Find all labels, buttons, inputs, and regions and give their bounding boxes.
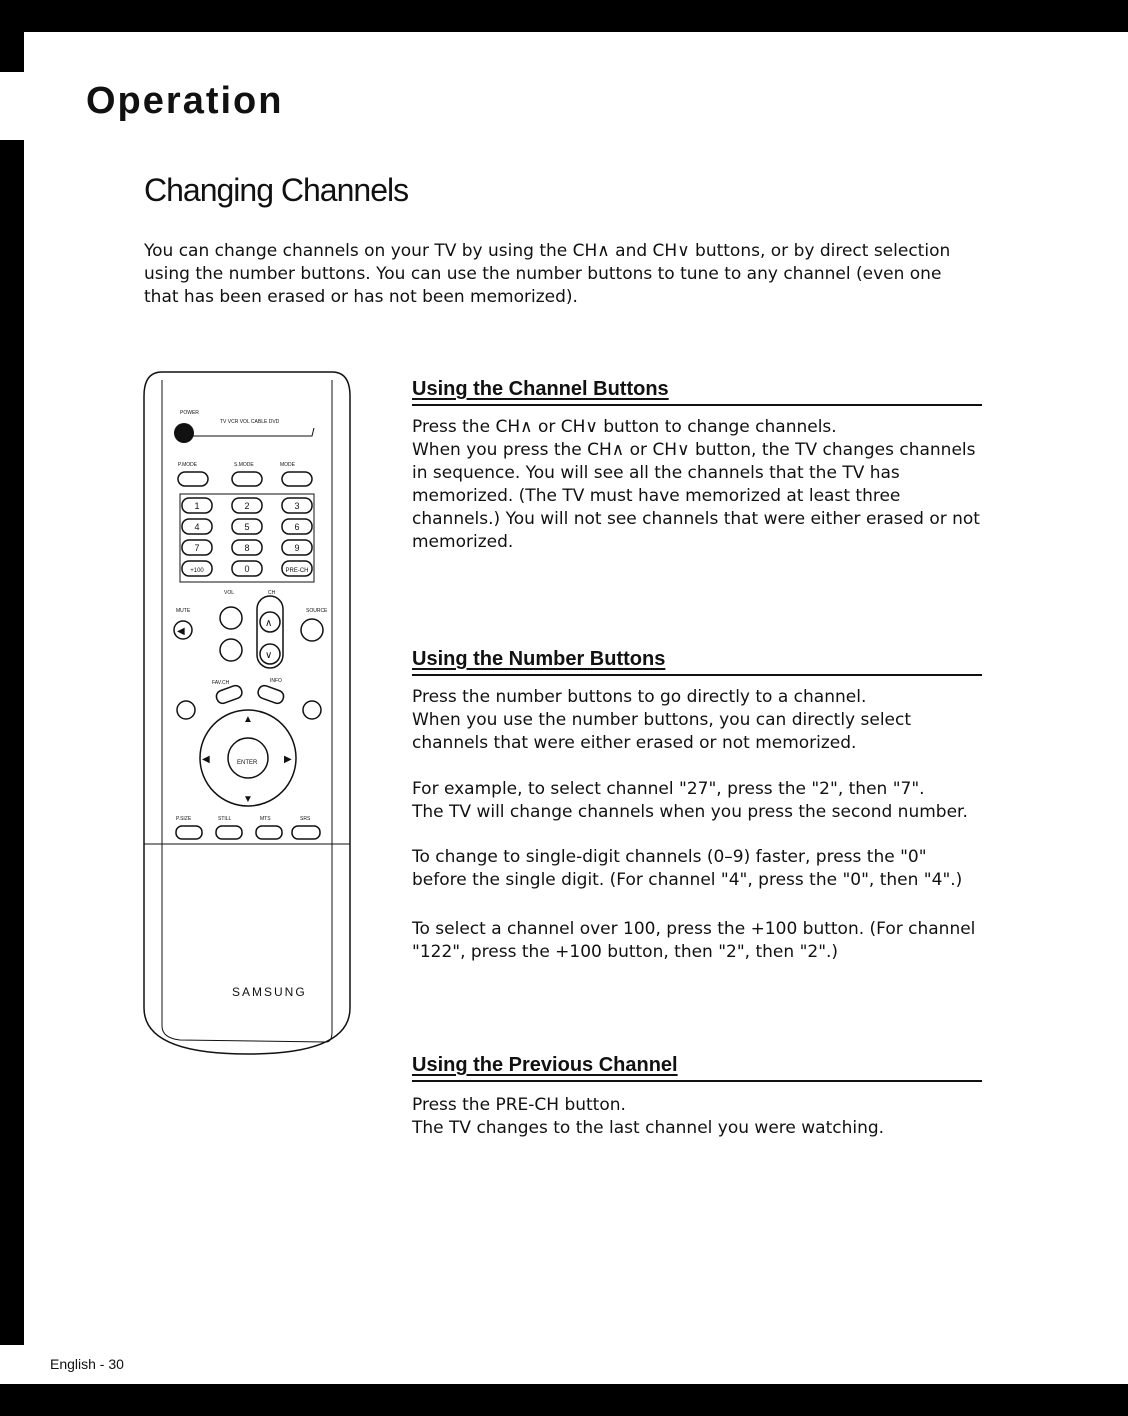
vol-up-button (220, 607, 242, 629)
ch-label: CH (268, 590, 276, 596)
key-11-label: 0 (244, 564, 250, 574)
still-label: STILL (218, 816, 232, 822)
ch-down-glyph: ∨ (265, 650, 273, 661)
key-12-label: PRE-CH (285, 568, 309, 574)
page-title: Changing Channels (144, 172, 409, 208)
favch-button (215, 684, 244, 705)
key-4-label: 4 (194, 522, 200, 532)
psize-label: P.SIZE (176, 816, 192, 822)
smode-button (232, 472, 262, 486)
left-black-bar (0, 140, 24, 1345)
nav-right-arrow: ▶ (284, 754, 292, 765)
source-label: SOURCE (306, 608, 328, 614)
remote-body-outline (144, 372, 350, 1054)
number-keypad (182, 498, 312, 576)
mts-label: MTS (260, 816, 271, 822)
top-black-bar (0, 0, 1128, 32)
number-buttons-paragraph-3: To change to single-digit channels (0–9) faster, press the "0" before the single digit. (For channel "4", press the "0", then "4".) (412, 847, 963, 890)
key-2-label: 2 (244, 501, 250, 511)
remote-brand: SAMSUNG (232, 985, 307, 999)
favch-label: FAV.CH (212, 680, 230, 686)
key-1-label: 1 (194, 501, 200, 511)
enter-button (228, 738, 268, 778)
psize-button (176, 826, 202, 839)
smode-label: S.MODE (234, 462, 254, 468)
key-7-label: 7 (194, 543, 200, 553)
ch-up-glyph: ∧ (265, 618, 273, 629)
mts-button (256, 826, 282, 839)
key-5-label: 5 (244, 522, 250, 532)
source-button (301, 619, 323, 641)
number-buttons-paragraph-4: To select a channel over 100, press the +100 button. (For channel "122", press the +100 button, then "2", then "2".) (412, 919, 976, 962)
pmode-label: P.MODE (178, 462, 198, 468)
nav-up-arrow: ▲ (243, 714, 253, 725)
previous-channel-paragraph: Press the PRE-CH button. The TV changes to the last channel you were watching. (412, 1095, 885, 1138)
power-label: POWER (180, 410, 199, 416)
vol-down-button (220, 639, 242, 661)
mode-button (282, 472, 312, 486)
mute-label: MUTE (176, 608, 191, 614)
srs-label: SRS (300, 816, 311, 822)
page-number: English - 30 (50, 1356, 124, 1372)
key-6-label: 6 (294, 522, 300, 532)
menu-button (177, 701, 195, 719)
info-label: INFO (270, 678, 282, 684)
mode-label: MODE (280, 462, 295, 468)
vol-label: VOL (224, 590, 235, 596)
remote-control-illustration (140, 366, 356, 1062)
heading-number-buttons: Using the Number Buttons (412, 646, 982, 676)
nav-down-arrow: ▼ (243, 794, 253, 805)
key-9-label: 9 (294, 543, 300, 553)
mute-icon: ◀ (177, 626, 185, 637)
pmode-button (178, 472, 208, 486)
section-title: Operation (86, 80, 284, 122)
number-buttons-paragraph-1: Press the number buttons to go directly to a channel. When you use the number buttons, you can directly select channels that were either erased or not memorized. (412, 687, 912, 753)
exit-button (303, 701, 321, 719)
srs-button (292, 826, 320, 839)
heading-previous-channel: Using the Previous Channel (412, 1052, 982, 1082)
nav-left-arrow: ◀ (202, 754, 210, 765)
bottom-black-bar (0, 1384, 1128, 1416)
key-8-label: 8 (244, 543, 250, 553)
enter-label: ENTER (237, 760, 258, 766)
channel-buttons-paragraph: Press the CH∧ or CH∨ button to change channels. When you press the CH∧ or CH∨ button, the TV changes channels in sequence. You will see all the channels that the TV has memorized. (The TV must have memorized at least three channels.) You will not see channels that were either erased or not memorized. (412, 417, 980, 552)
number-buttons-paragraph-2: For example, to select channel "27", press the "2", then "7". The TV will change channels when you press the second number. (412, 779, 968, 822)
still-button (216, 826, 242, 839)
top-left-black-tab (0, 0, 24, 72)
source-bar-label: TV VCR VOL CABLE DVD (220, 419, 280, 425)
heading-channel-buttons: Using the Channel Buttons (412, 376, 982, 406)
key-10-label: +100 (190, 568, 204, 574)
intro-paragraph: You can change channels on your TV by using the CH∧ and CH∨ buttons, or by direct selection using the number buttons. You can use the number buttons to tune to any channel (even one that has been erased or has not been memorized). (144, 241, 951, 307)
power-button (174, 423, 194, 443)
info-button (256, 684, 285, 705)
key-3-label: 3 (294, 501, 300, 511)
